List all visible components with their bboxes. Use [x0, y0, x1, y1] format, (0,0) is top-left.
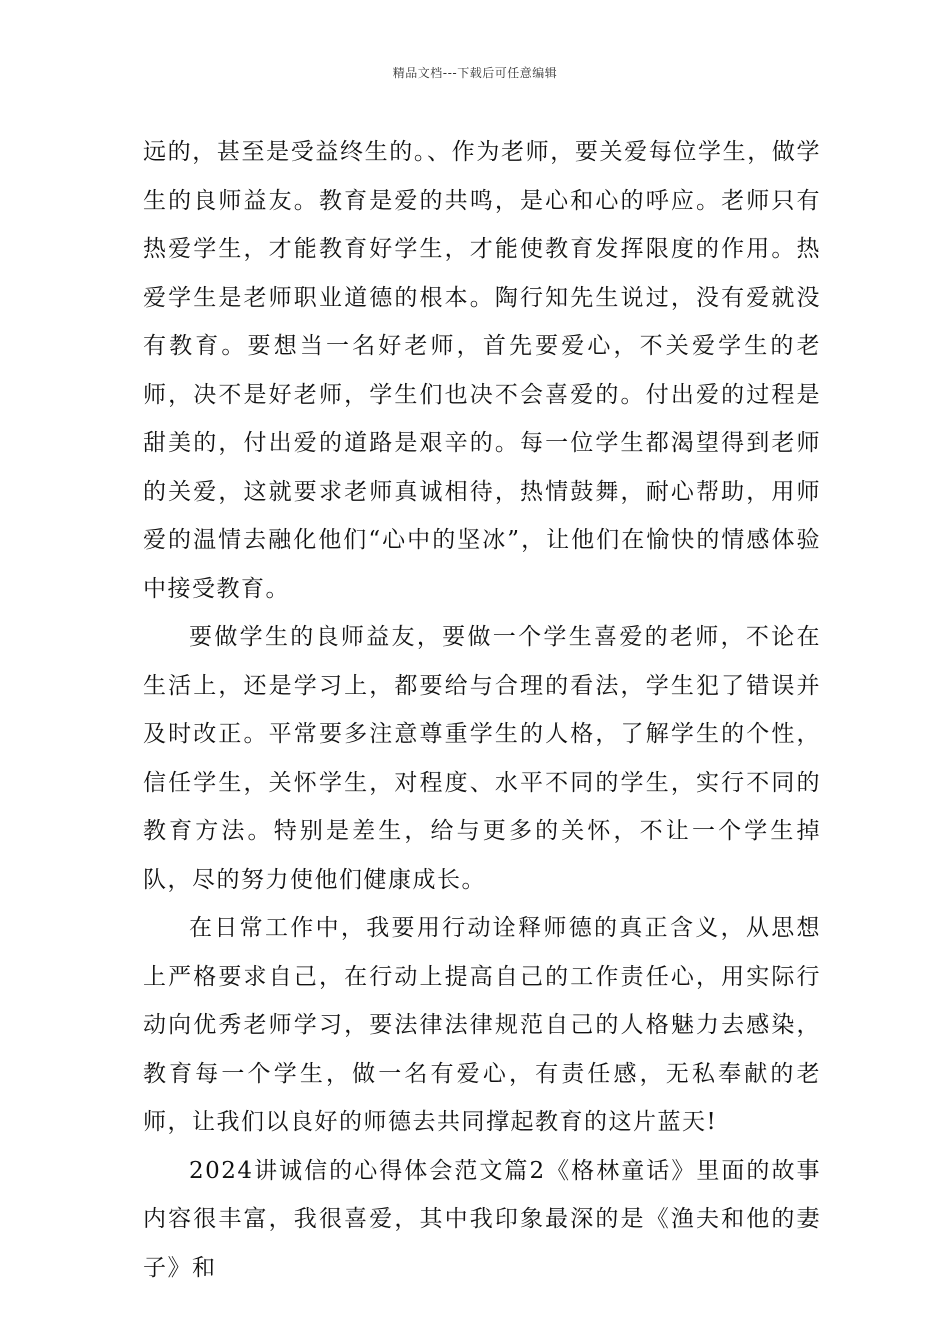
paragraph-continuation: 远的，甚至是受益终生的。、作为老师，要关爱每位学生，做学生的良师益友。教育是爱的共鸣，是心和心的呼应。老师只有热爱学生，才能教育好学生，才能使教育发挥限度的作用。热爱学生是老师职业道德的根本。陶行知先生说过，没有爱就没有教育。要想当一名好老师，首先要爱心，不关爱学生的老师，决不是好老师，学生们也决不会喜爱的。付出爱的过程是甜美的，付出爱的道路是艰辛的。每一位学生都渴望得到老师的关爱，这就要求老师真诚相待，热情鼓舞，耐心帮助，用师爱的温情去融化他们“心中的坚冰”，让他们在愉快的情感体验中接受教育。 [143, 139, 821, 602]
paragraph: 要做学生的良师益友，要做一个学生喜爱的老师，不论在生活上，还是学习上，都要给与合理的看法，学生犯了错误并及时改正。平常要多注意尊重学生的人格，了解学生的个性，信任学生，关怀学生，对程度、水平不同的学生，实行不同的教育方法。特别是差生，给与更多的关怀，不让一个学生掉队，尽的努力使他们健康成长。 [143, 624, 821, 893]
paragraph: 在日常工作中，我要用行动诠释师德的真正含义，从思想上严格要求自己，在行动上提高自己的工作责任心，用实际行动向优秀老师学习，要法律法律规范自己的人格魅力去感染，教育每一个学生，做一名有爱心，有责任感，无私奉献的老师，让我们以良好的师德去共同撑起教育的这片蓝天! [143, 915, 821, 1135]
paragraph: 2024讲诚信的心得体会范文篇2《格林童话》里面的故事内容很丰富，我很喜爱，其中我印象最深的是《渔夫和他的妻子》和 [143, 1157, 821, 1281]
page-header: 精品文档---下载后可任意编辑 [392, 66, 558, 80]
document-body [143, 128, 821, 1292]
